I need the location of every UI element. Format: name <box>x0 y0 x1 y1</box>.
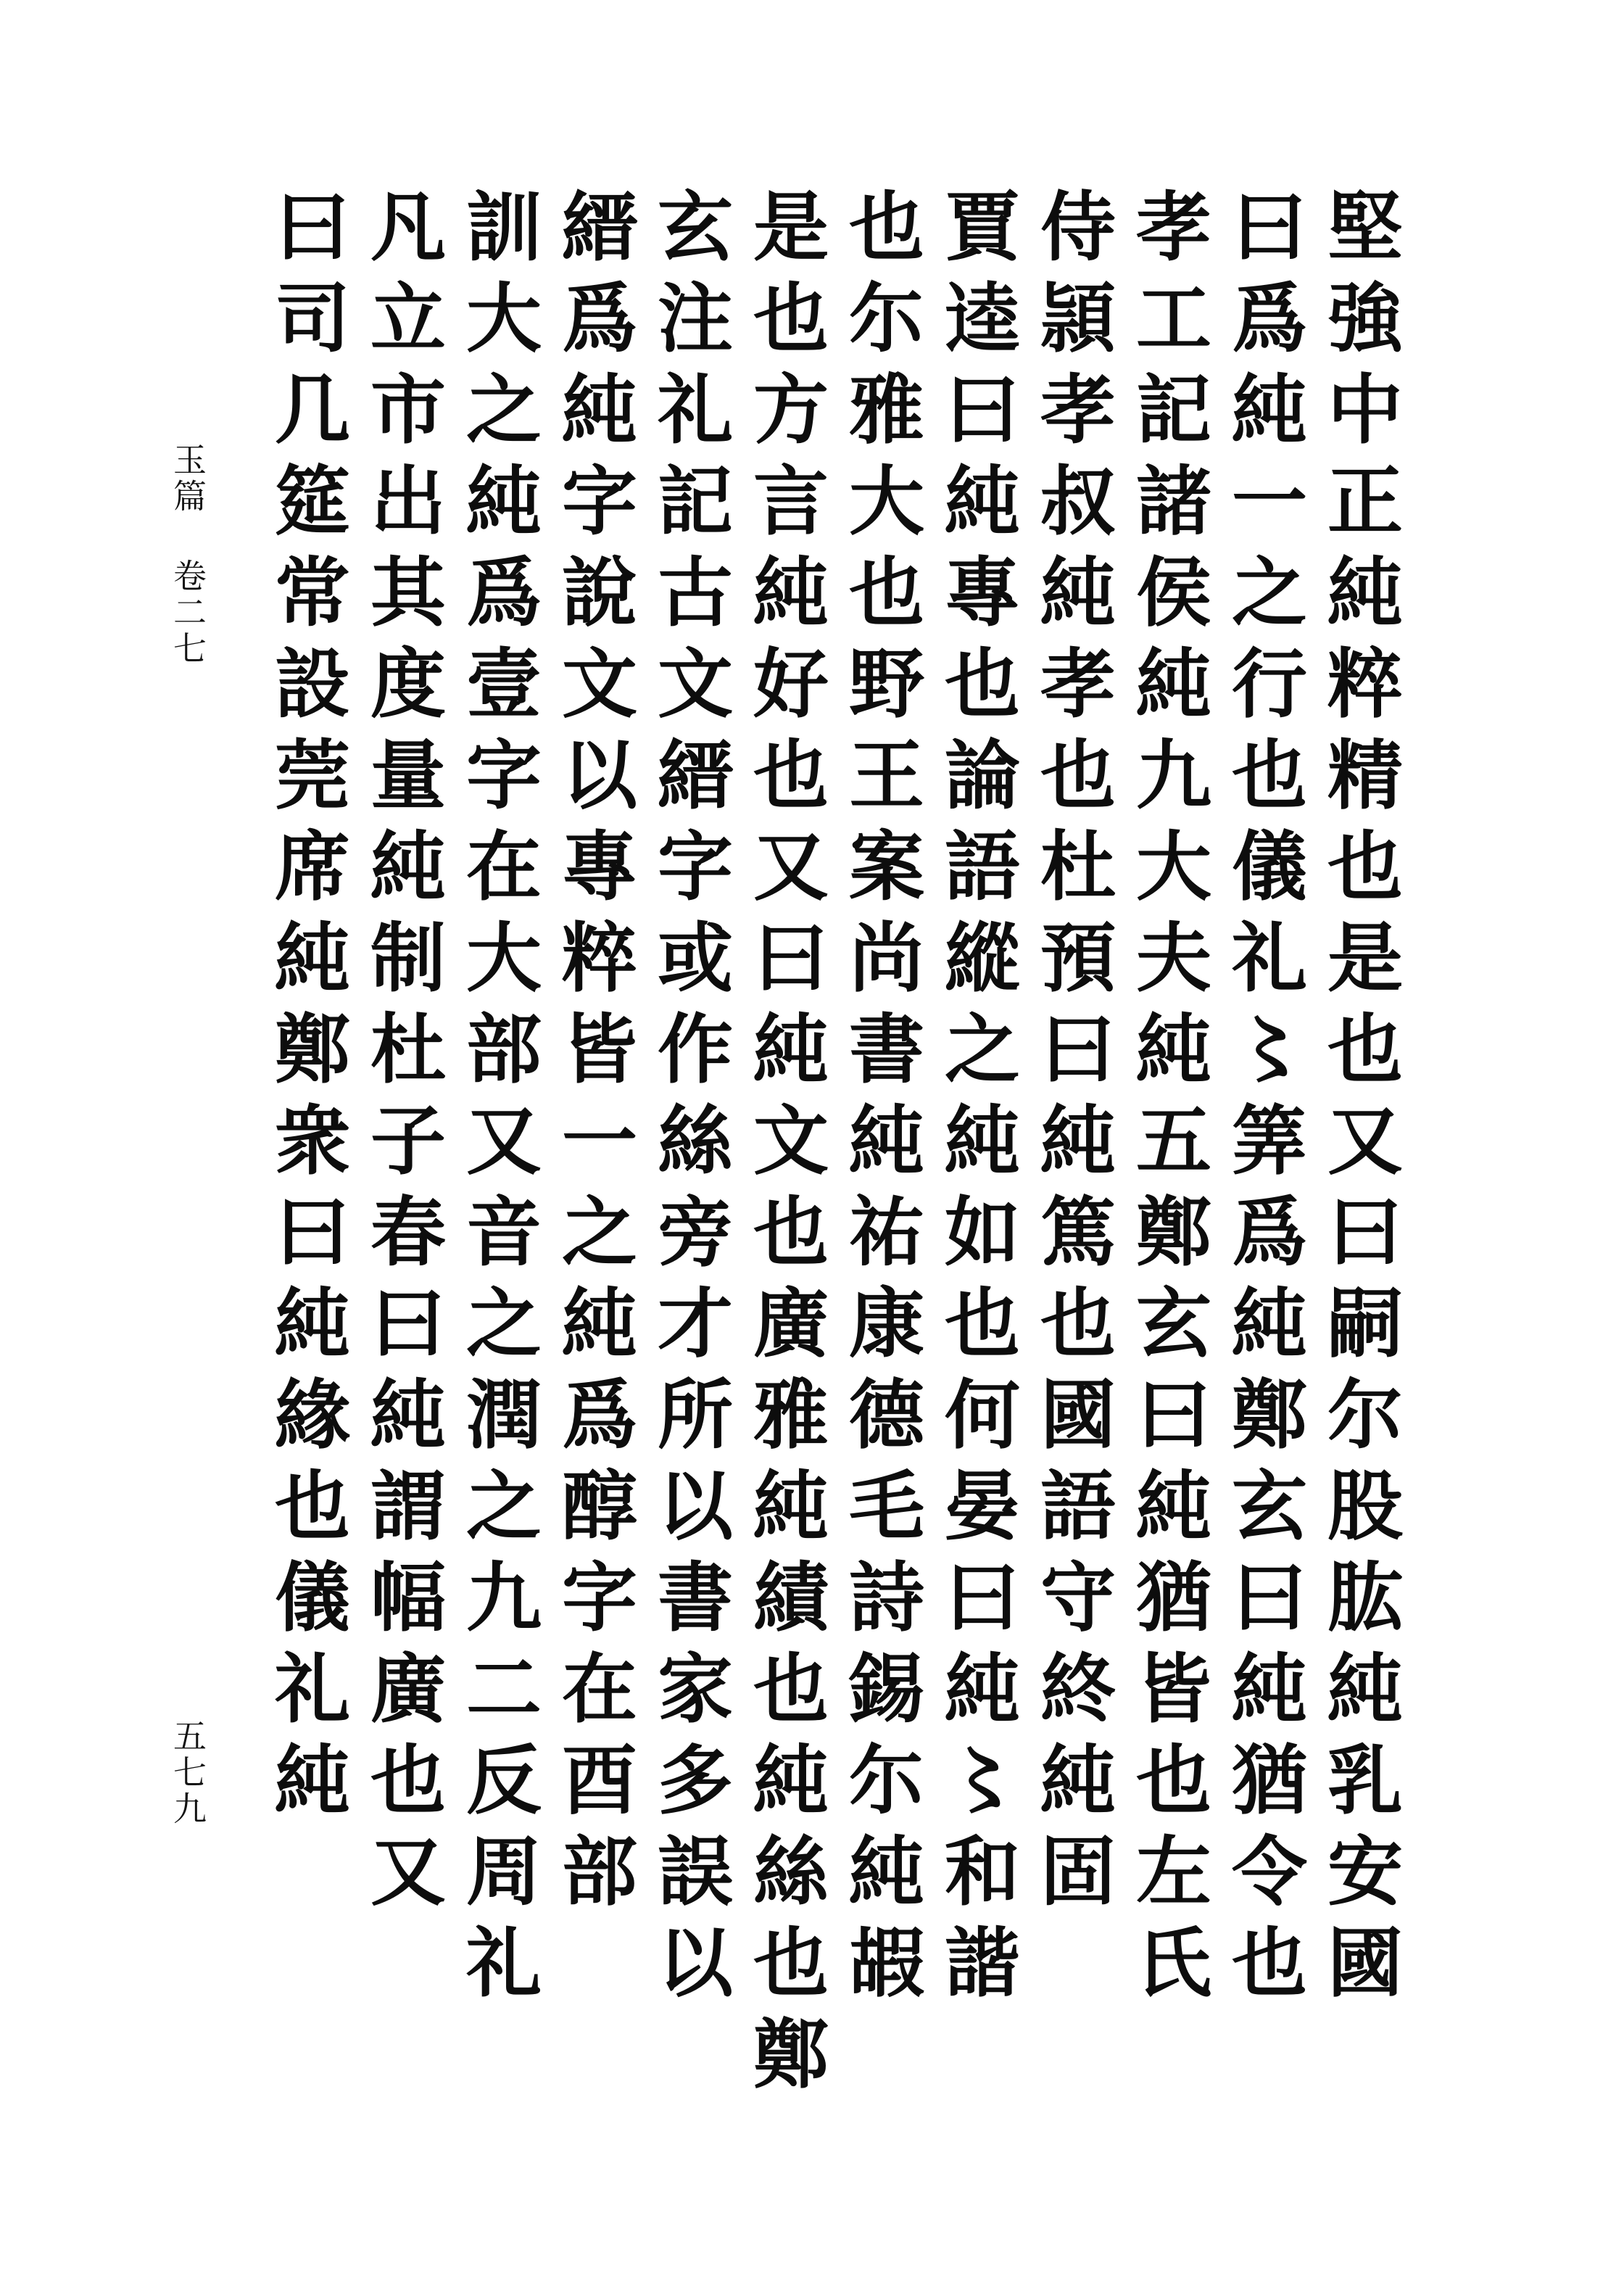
book-title: 玉篇 <box>168 442 207 515</box>
text-column-11: 凡立市出其度量純制杜子春曰純謂幅廣也又 <box>357 187 447 1923</box>
running-header <box>168 442 207 667</box>
text-column-8: 玄注礼記古文縉字或作絲旁才所以書家多誤以 <box>645 187 734 2014</box>
text-column-5: 賈逵曰純專也論語縱之純如也何晏曰純〻和諧 <box>932 187 1021 2014</box>
text-column-4: 侍頴孝叔純孝也杜預曰純篤也國語守終純固 <box>1027 187 1116 1923</box>
text-column-2: 曰爲純一之行也儀礼〻筭爲純鄭玄曰純猶令也 <box>1219 187 1308 2014</box>
volume-number: 卷二七 <box>168 558 207 667</box>
text-column-12: 曰司几筵常設莞席純鄭衆曰純緣也儀礼純 <box>262 187 351 1832</box>
text-column-1: 堅強中正純粹精也是也又曰嗣尔股肱純乳安國 <box>1314 187 1404 2014</box>
text-column-10: 訓大之純爲壹字在大部又音之潤之九二反周礼 <box>453 187 542 2014</box>
text-column-9: 縉爲純字說文以專粹皆一之純爲醇字在酉部 <box>549 187 638 1923</box>
main-text <box>258 187 1406 2116</box>
page-number: 五七九 <box>168 1719 207 1827</box>
text-column-6: 也尓雅大也野王案尚書純祐康德毛詩錫尓純嘏 <box>836 187 925 2014</box>
text-column-3: 孝工記諸侯純九大夫純五鄭玄曰純猶皆也左氏 <box>1123 187 1212 2014</box>
text-column-7: 是也方言純好也又曰純文也廣雅純績也純絲也鄭 <box>740 187 829 2106</box>
